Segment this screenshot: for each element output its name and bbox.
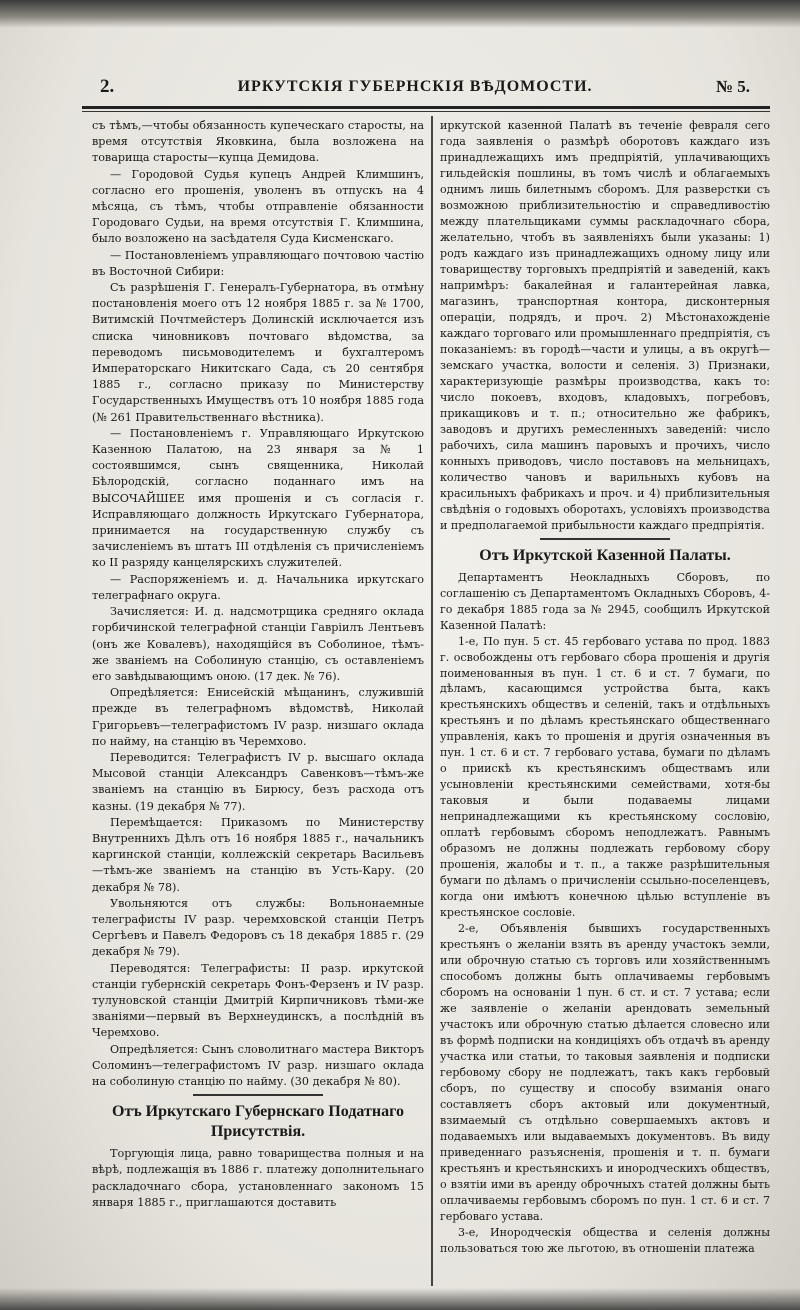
paragraph: — Городовой Судья купецъ Андрей Климшинъ, согласно его прошенія, уволенъ въ отпускъ на 4 мѣсяца, съ тѣмъ, чтобы отправленіе обязанности Городоваго Судьи, на время отсутствія Г. Климшина, было возложено на засѣдателя Суда Кисменскаго. xyxy=(92,167,424,246)
paragraph: 2-е, Объявленія бывшихъ государственныхъ крестьянъ о желаніи взять въ аренду участокъ земли, или оброчную статью съ торговъ или хозяйственнымъ способомъ должны быть оплачиваемы гербовымъ сборомъ на основаніи 1 пун. 6 ст. и ст. 7 устава; если же заявленіе о желаніи арендовать земельный участокъ или оброчную статью дѣлается словесно или въ формѣ подписки на кондиціяхъ объ отдачѣ въ аренду участка или статьи, то таковыя заявленія и подписки гербовому сбору не подлежатъ, такъ какъ гербовый сборъ, по существу и способу взиманія онаго составляетъ сборъ актовый или документный, взимаемый съ отдѣльно совершаемыхъ актовъ и подаваемыхъ или выдаваемыхъ документовъ. Въ виду приведеннаго разъясненія, прошенія и т. п. бумаги крестьянъ и крестьянскихъ и инородческихъ обществъ, о взятіи ими въ аренду оброчныхъ статей должны быть оплачиваемы гербовымъ сборомъ по пун. 1 ст. 6 и ст. 7 гербоваго устава. xyxy=(440,922,770,1223)
paragraph: съ тѣмъ,—чтобы обязанность купеческаго старосты, на время отсутствія Яковкина, была возложена на товарища старосты—купца Демидова. xyxy=(92,119,424,165)
paragraph: — Постановленіемъ управляющаго почтовою частію въ Восточной Сибири: xyxy=(92,248,424,278)
paragraph: Опредѣляется: Енисейскій мѣщанинъ, служившій прежде въ телеграфномъ вѣдомствѣ, Николай Григорьевъ—телеграфистомъ IV разр. низшаго оклада по найму, на станцію въ Черемхово. xyxy=(92,686,424,748)
issue-number: № 5. xyxy=(715,77,750,96)
paragraph: Торгующія лица, равно товарищества полныя и на вѣрѣ, подлежащія въ 1886 г. платежу дополнительнаго раскладочнаго сбора, установленнаго закономъ 15 января 1885 г., приглашаются доставить xyxy=(92,1147,424,1209)
paragraph: 1-е, По пун. 5 ст. 45 гербоваго устава по прод. 1883 г. освобождены отъ гербоваго сбора прошенія и другія поименованныя въ пун. 1 ст. 6 и ст. 7 бумаги, по дѣламъ, касающимся устройства быта, какъ крестьянскихъ обществъ и селеній, такъ и отдѣльныхъ крестьянъ и по дѣламъ крестьянскаго общественнаго управленія, какъ то прошенія и другія означенныя въ пун. 1 ст. 6 и ст. 7 гербоваго устава, бумаги по дѣламъ о приискѣ къ крестьянскимъ обществамъ или усыновленіи крестьянскими семействами, хотя-бы таковыя и были подаваемы лицами непринадлежащими къ крестьянскому сословію, оплатѣ гербовымъ сборомъ неподлежатъ. Равнымъ образомъ не должны подлежать гербовому сбору прошенія, жалобы и т. п., а также разрѣшительныя бумаги по дѣламъ о причисленіи ссыльно-поселенцевъ, когда они имѣютъ конечною цѣлью вступленіе въ крестьянское сословіе. xyxy=(440,634,770,920)
paragraph: Переводятся: Телеграфисты: II разр. иркутской станціи губернскій секретарь Фонъ-Ферзенъ и IV разр. тулуновской станціи Дмитрій Кирпичниковъ тѣми-же званіями—первый въ Верхнеудинскъ, а послѣдній въ Черемхово. xyxy=(92,961,424,1040)
section-title: Отъ Иркутской Казенной Палаты. xyxy=(479,546,731,564)
left-column xyxy=(92,118,424,1211)
paragraph: Съ разрѣшенія Г. Генералъ-Губернатора, въ отмѣну постановленія моего отъ 12 ноября 1885 г. за № 1700, Витимскій Почтмейстеръ Долинскій исключается изъ списка чиновниковъ почтоваго вѣдомства, за переводомъ письмоводителемъ и бухгалтеромъ Императорскаго Никитскаго Сада, съ 20 сентября 1885 г., согласно приказу по Министерству Государственныхъ Имуществъ отъ 10 ноября 1885 года (№ 261 Правительственнаго вѣстника). xyxy=(92,281,424,424)
paragraph: 3-е, Инородческія общества и селенія должны пользоваться тою же льготою, въ отношеніи платежа xyxy=(440,1225,770,1255)
paragraph: Переводится: Телеграфистъ IV р. высшаго оклада Мысовой станціи Александръ Савенковъ—тѣмъ-же званіемъ на станцію въ Бирюсу, безъ расхода отъ казны. (19 декабря № 77). xyxy=(92,750,424,813)
paragraph: Перемѣщается: Приказомъ по Министерству Внутреннихъ Дѣлъ отъ 16 ноября 1885 г., начальникъ каргинской станціи, коллежскій секретарь Васильевъ—тѣмъ-же званіемъ на станцію въ Усть-Кару. (20 декабря № 78). xyxy=(92,815,424,894)
newspaper-title: ИРКУТСКІЯ ГУБЕРНСКІЯ ВѢДОМОСТИ. xyxy=(237,78,593,95)
page-number: 2. xyxy=(100,76,115,97)
column-separator xyxy=(431,116,433,1286)
paragraph: Зачисляется: И. д. надсмотрщика средняго оклада горбичинской телеграфной станціи Гавріилъ Лентьевъ (онъ же Ковалевъ), находящійся въ Соболиное, тѣмъ-же званіемъ на Соболиную станцію, съ оставленіемъ его завѣдывающимъ оною. (17 дек. № 76). xyxy=(92,605,424,683)
paragraph: иркутской казенной Палатѣ въ теченіе февраля сего года заявленія о размѣрѣ оборотовъ каждаго изъ принадлежащихъ имъ предпріятій, уплачивающихъ гильдейскія пошлины, въ томъ числѣ и облагаемыхъ однимъ лишь билетнымъ сборомъ. Для разверстки съ возможною приблизительностію и справедливостію между плательщиками суммы раскладочнаго сбора, желательно, чтобъ въ заявленіяхъ были указаны: 1) родъ каждаго изъ принадлежащихъ одному лицу или товариществу торговыхъ предпріятій и заведеній, какъ напримѣръ: бакалейная и галантерейная лавка, магазинъ, транспортная контора, дисконтерныя операціи, подрядъ, и проч. 2) Мѣстонахожденіе каждаго торговаго или промышленнаго предпріятія, съ показаніемъ: въ городѣ—части и улицы, а въ округѣ—земскаго участка, волости и селенія. 3) Признаки, характеризующіе размѣры производства, какъ то: число покоевъ, входовъ, кладовыхъ, погребовъ, прикащиковъ и т. п.; относительно же фабрикъ, заводовъ и другихъ ремесленныхъ заведеній: число рабочихъ, сила машинъ паровыхъ и прочихъ, число конныхъ приводовъ, число поставовъ на мельницахъ, количество чановъ и варильныхъ кубовъ на красильныхъ фабрикахъ и проч. и 4) приблизительныя свѣдѣнія о годовыхъ оборотахъ, условіяхъ производства и предполагаемой прибыльности каждаго предпріятія. xyxy=(440,119,770,532)
scan-edge-top xyxy=(0,0,800,28)
right-column xyxy=(440,118,770,1257)
paragraph: — Постановленіемъ г. Управляющаго Иркутскою Казенною Палатою, на 23 января за № 1 состоявшимся, сынъ священника, Николай Бѣлородскій, согласно поданнаго имъ на ВЫСОЧАЙШЕЕ имя прошенія и съ согласія г. Исправляющаго должность Иркутскаго Губернатора, принимается на государственную службу съ зачисленіемъ въ штатъ III отдѣленія съ причисленіемъ ко II разряду канцелярскихъ служителей. xyxy=(92,426,424,570)
scan-edge-bottom xyxy=(0,1288,800,1310)
section-divider xyxy=(540,538,670,540)
section-divider xyxy=(193,1094,323,1096)
header-rule-thin xyxy=(82,111,770,112)
paragraph: — Распоряженіемъ и. д. Начальника иркутскаго телеграфнаго округа. xyxy=(92,572,424,602)
paragraph: Опредѣляется: Сынъ словолитнаго мастера Викторъ Соломинъ—телеграфистомъ IV разр. низшаго оклада на соболиную станцію по найму. (30 декабря № 80). xyxy=(92,1042,424,1088)
paragraph: Увольняются отъ службы: Вольнонаемные телеграфисты IV разр. черемховской станціи Петръ Сергѣевъ и Павелъ Федоровъ съ 18 декабря 1885 г. (29 декабря № 79). xyxy=(92,896,424,959)
header-rule xyxy=(82,106,770,109)
paragraph: Департаментъ Неокладныхъ Сборовъ, по соглашенію съ Департаментомъ Окладныхъ Сборовъ, 4-го декабря 1885 года за № 2945, сообщилъ Иркутской Казенной Палатѣ: xyxy=(440,570,770,632)
section-title: Отъ Иркутскаго Губернскаго Податнаго Присутствія. xyxy=(112,1103,404,1141)
page-header xyxy=(100,70,750,104)
